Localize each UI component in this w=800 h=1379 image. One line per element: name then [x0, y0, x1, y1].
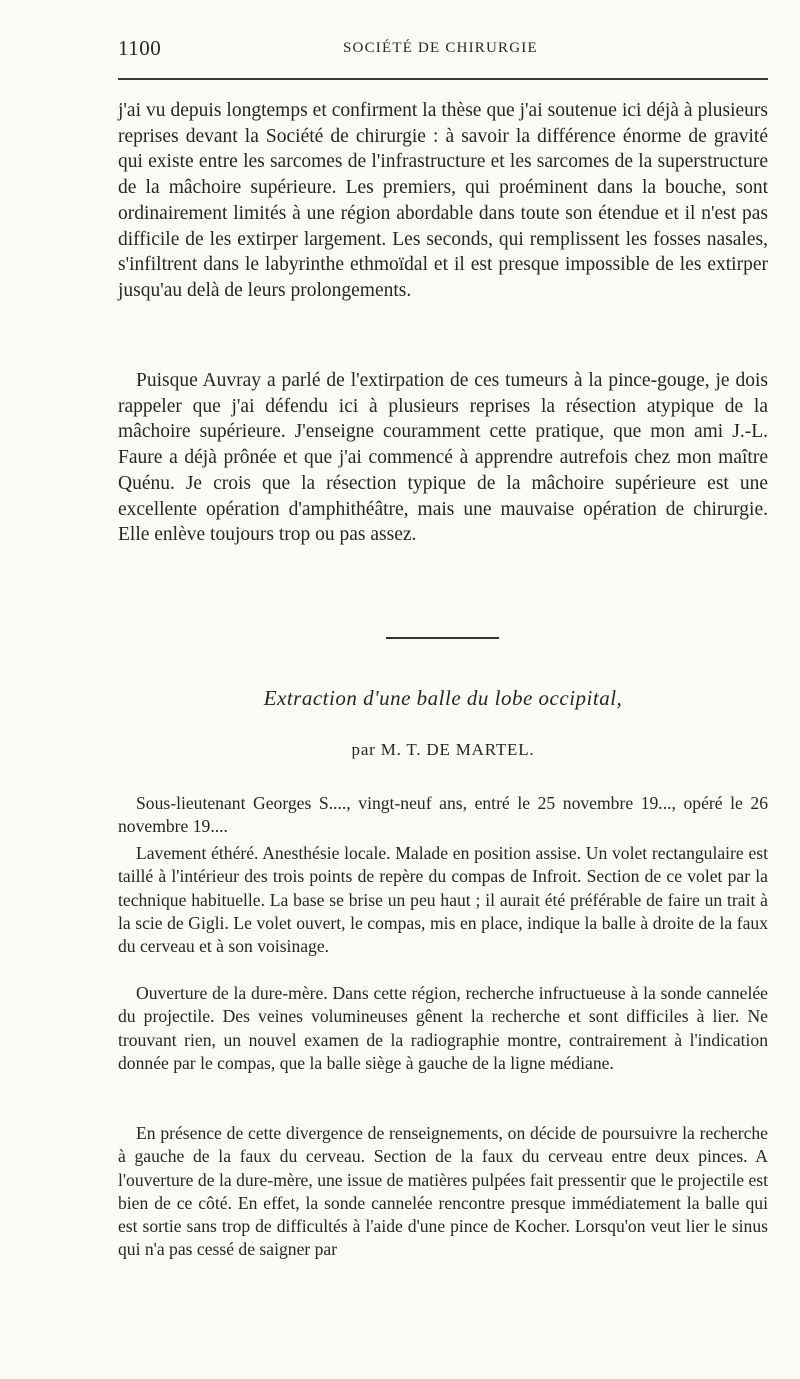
- paragraph: En présence de cette divergence de renseignements, on décide de poursuivre la recherche à gauche de la faux du cerveau. Section de la faux du cerveau entre deux pinces. A l'ouverture de la dure-mère, une issue de matières pulpées fait pressentir que le projectile est bien de ce côté. En effet, la sonde cannelée rencontre presque immédiatement la balle qui est sortie sans trop de difficultés à l'aide d'une pince de Kocher. Lorsqu'on veut lier le sinus qui n'a pas cessé de saigner par: [118, 1123, 768, 1260]
- paragraph: Puisque Auvray a parlé de l'extirpation de ces tumeurs à la pince-gouge, je dois rappeler que j'ai défendu ici à plusieurs reprises la résection atypique de la mâchoire supérieure. J'enseigne couramment cette pratique, que mon ami J.-L. Faure a déjà prônée et que j'ai commencé à apprendre autrefois chez mon maître Quénu. Je crois que la résection typique de la mâchoire supérieure est une excellente opération d'amphithéâtre, mais une mauvaise opération de chirurgie. Elle enlève toujours trop ou pas assez.: [118, 370, 768, 546]
- page-number: 1100: [118, 36, 162, 60]
- article-author: par M. T. DE MARTEL.: [351, 740, 535, 759]
- paragraph: Sous-lieutenant Georges S...., vingt-neuf ans, entré le 25 novembre 19..., opéré le 26 novembre 19....: [118, 793, 768, 837]
- section-divider: [386, 637, 499, 639]
- paragraph: Ouverture de la dure-mère. Dans cette région, recherche infructueuse à la sonde cannelée du projectile. Des veines volumineuses gênent la recherche et sont difficiles à lier. Ne trouvant rien, un nouvel examen de la radiographie montre, contrairement à l'indication donnée par le compas, que la balle siège à gauche de la ligne médiane.: [118, 983, 768, 1073]
- header-rule: [118, 78, 768, 80]
- page-header: [118, 36, 768, 64]
- article-title: Extraction d'une balle du lobe occipital,: [263, 686, 623, 710]
- paragraph: Lavement éthéré. Anesthésie locale. Malade en position assise. Un volet rectangulaire est taillé à l'intérieur des trois points de repère du compas de Infroit. Section de ce volet par la technique habituelle. La base se brise un peu haut ; il aurait été préférable de faire un trait à la scie de Gigli. Le volet ouvert, le compas, mis en place, indique la balle à droite de la faux du cerveau et à son voisinage.: [118, 843, 768, 957]
- running-head: SOCIÉTÉ DE CHIRURGIE: [343, 40, 538, 56]
- paragraph: j'ai vu depuis longtemps et confirment la thèse que j'ai soutenue ici déjà à plusieurs reprises devant la Société de chirurgie : à savoir la différence énorme de gravité qui existe entre les sarcomes de l'infrastructure et les sarcomes de la superstructure de la mâchoire supérieure. Les premiers, qui proéminent dans la bouche, sont ordinairement limités à une région abordable dans toute son étendue et il n'est pas difficile de les extirper largement. Les seconds, qui remplissent les fosses nasales, s'infiltrent dans le labyrinthe ethmoïdal et il est presque impossible de les extirper jusqu'au delà de leurs prolongements.: [118, 100, 768, 301]
